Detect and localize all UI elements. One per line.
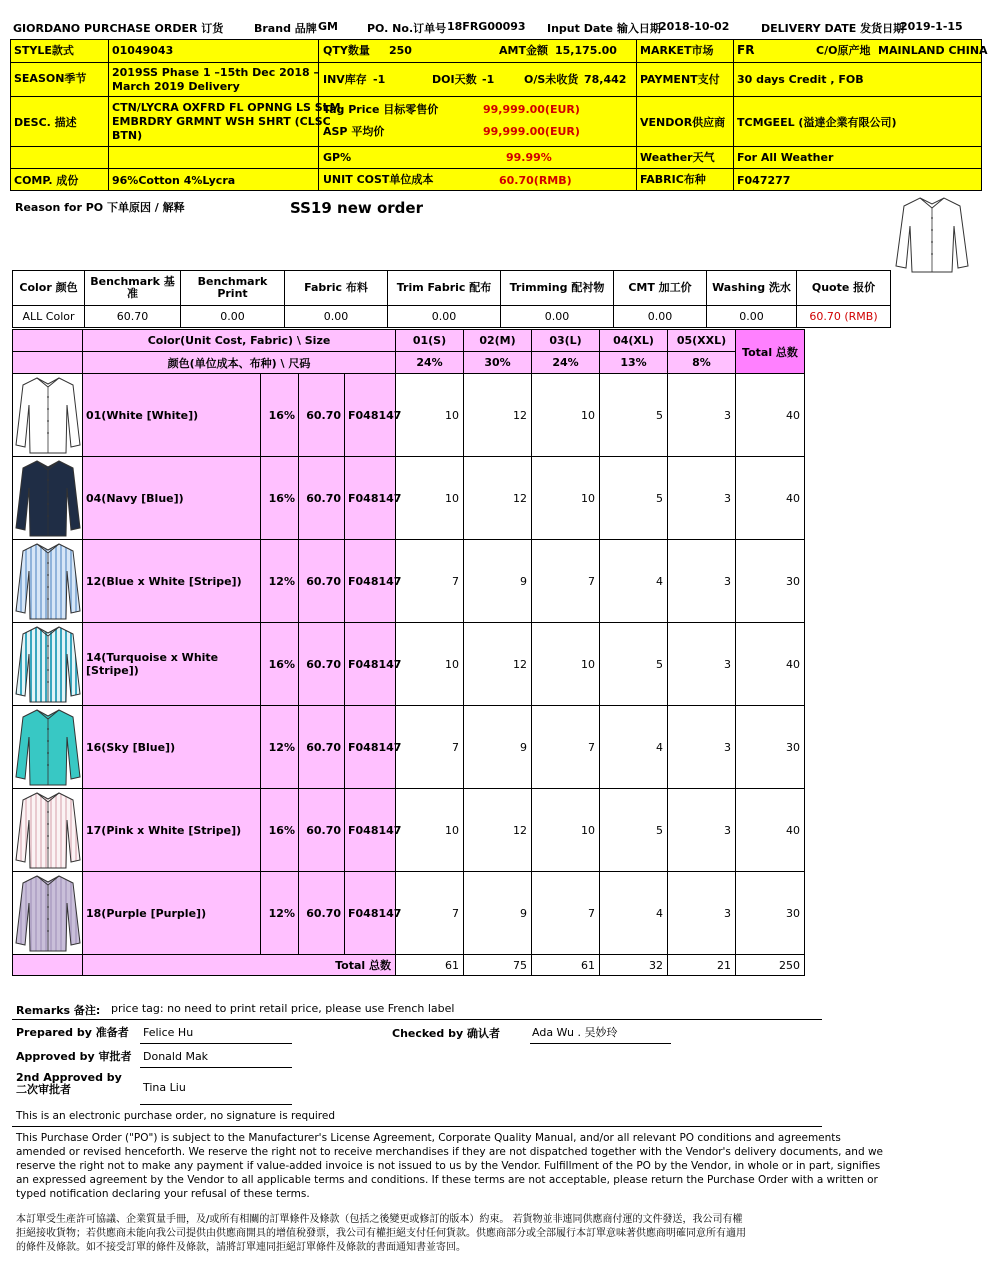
shirt-icon (15, 375, 81, 455)
delivery-date-label: DELIVERY DATE 发货日期 (761, 22, 905, 35)
second-approved-label (16, 1072, 122, 1096)
color-fabric: F048147 (345, 457, 396, 540)
asp-value: 99,999.00(EUR) (483, 125, 580, 138)
grid-header-color-cn: 颜色(单位成本、布种) \ 尺码 (83, 352, 396, 374)
row-total: 30 (736, 540, 805, 623)
weather-label: Weather天气 (640, 151, 715, 164)
delivery-date-value: 2019-1-15 (900, 20, 963, 33)
total-size-2: 61 (532, 955, 600, 976)
style-sketch-shirt (892, 194, 972, 279)
amt-value: 15,175.00 (555, 44, 617, 57)
cost-value-6: 0.00 (614, 306, 707, 328)
size-quantity-grid (12, 329, 805, 976)
size-qty-4: 3 (668, 540, 736, 623)
second-approved-label-en: 2nd Approved by (16, 1071, 122, 1084)
row-total: 30 (736, 872, 805, 955)
checked-by-label: Checked by 确认者 (392, 1027, 500, 1040)
color-unit-cost: 60.70 (299, 789, 345, 872)
size-qty-3: 4 (600, 872, 668, 955)
shirt-thumbnail (13, 540, 83, 623)
grid-row (13, 789, 805, 872)
terms-en-line: an expressed agreement by the Vendor to all applicable terms and conditions. If these terms are not acceptable, please return the Purchase Order with a written or (16, 1174, 878, 1186)
comp-value: 96%Cotton 4%Lycra (112, 174, 236, 187)
size-qty-3: 4 (600, 540, 668, 623)
fabric-label: FABRIC布种 (640, 173, 706, 186)
color-unit-cost: 60.70 (299, 540, 345, 623)
grid-row (13, 872, 805, 955)
shirt-thumbnail (13, 706, 83, 789)
size-qty-2: 7 (532, 706, 600, 789)
row-total: 40 (736, 623, 805, 706)
size-qty-2: 10 (532, 457, 600, 540)
total-row-label: Total 总数 (83, 955, 396, 976)
color-name: 04(Navy [Blue]) (83, 457, 261, 540)
grid-header-blank (13, 330, 83, 352)
color-ratio: 12% (261, 540, 299, 623)
size-qty-3: 5 (600, 789, 668, 872)
grid-row (13, 374, 805, 457)
cost-header-2: Benchmark Print (181, 271, 285, 306)
amt-label: AMT金额 (499, 44, 548, 57)
size-qty-0: 7 (396, 706, 464, 789)
total-header: Total 总数 (736, 330, 805, 374)
desc-line2: EMBRDRY GRMNT WSH SHRT (CLSC (112, 115, 331, 128)
gp-value: 99.99% (506, 151, 552, 164)
brand-label: Brand 品牌 (254, 22, 317, 35)
terms-cn-line: 拒絕接收貨物；若供應商未能向我公司提供由供應商開具的增值稅發票，我公司有權拒絕支付任何貨款。供應商部分或全部履行本訂單意味著供應商明確同意所有適用 (16, 1228, 746, 1239)
shirt-icon (15, 873, 81, 953)
grid-row (13, 623, 805, 706)
color-ratio: 12% (261, 706, 299, 789)
vendor-value: TCMGEEL (溢達企業有限公司) (737, 116, 897, 129)
size-qty-0: 10 (396, 374, 464, 457)
row-total: 40 (736, 457, 805, 540)
cost-header-5: Trimming 配衬物 (501, 271, 614, 306)
asp-label: ASP 平均价 (323, 125, 385, 138)
inv-label: INV库存 (323, 73, 367, 86)
row-total: 40 (736, 789, 805, 872)
shirt-thumbnail (13, 872, 83, 955)
tag-price-label: Tag Price 目标零售价 (323, 103, 439, 116)
color-name: 01(White [White]) (83, 374, 261, 457)
terms-cn-line: 的條件及條款。如不接受訂單的條件及條款，請將訂單連同拒絕訂單條件及條款的書面通知書並寄回。 (16, 1242, 466, 1253)
terms-en-line: reserve the right not to make any payment if value-added invoice is not issued to us by the Vendor. Fulfillment of the PO by the Vendor, in whole or in part, signifies (16, 1160, 881, 1172)
color-fabric: F048147 (345, 789, 396, 872)
terms-en-line: typed notification declaring your refusal of these terms. (16, 1188, 310, 1200)
qty-label: QTY数量 (323, 44, 370, 57)
cost-value-1: 60.70 (85, 306, 181, 328)
shirt-icon (15, 707, 81, 787)
size-pct-3: 13% (600, 352, 668, 374)
color-name: 16(Sky [Blue]) (83, 706, 261, 789)
size-qty-4: 3 (668, 623, 736, 706)
terms-english (16, 1131, 883, 1201)
color-ratio: 16% (261, 789, 299, 872)
reason-label: Reason for PO 下单原因 / 解释 (15, 201, 185, 214)
size-qty-1: 12 (464, 789, 532, 872)
cost-value-8: 60.70 (RMB) (797, 306, 891, 328)
grid-row (13, 457, 805, 540)
terms-cn-line: 本訂單受生產許可協議、企業質量手冊，及/或所有相關的訂單條件及條款（包括之後變更或修訂的版本）約束。 若貨物並非連同供應商付運的文件發送，我公司有權 (16, 1214, 743, 1225)
season-label: SEASON季节 (14, 72, 87, 85)
size-header-1: 02(M) (464, 330, 532, 352)
po-number-label: PO. No.订单号 (367, 22, 447, 35)
shirt-icon (15, 624, 81, 704)
terms-en-line: This Purchase Order ("PO") is subject to the Manufacturer's License Agreement, Corporate Quality Manual, and/or all relevant PO conditions and agreements (16, 1132, 841, 1144)
payment-value: 30 days Credit , FOB (737, 73, 864, 86)
inv-value: -1 (373, 73, 386, 86)
color-unit-cost: 60.70 (299, 374, 345, 457)
tag-price-value: 99,999.00(EUR) (483, 103, 580, 116)
size-qty-1: 9 (464, 540, 532, 623)
shirt-thumbnail (13, 789, 83, 872)
size-pct-4: 8% (668, 352, 736, 374)
size-qty-0: 10 (396, 457, 464, 540)
total-size-3: 32 (600, 955, 668, 976)
shirt-thumbnail (13, 623, 83, 706)
color-ratio: 12% (261, 872, 299, 955)
gp-label: GP% (323, 151, 352, 164)
os-label: O/S未收货 (524, 73, 579, 86)
size-pct-1: 30% (464, 352, 532, 374)
cost-value-5: 0.00 (501, 306, 614, 328)
size-qty-4: 3 (668, 457, 736, 540)
color-unit-cost: 60.70 (299, 706, 345, 789)
size-qty-2: 10 (532, 623, 600, 706)
terms-chinese (16, 1213, 822, 1255)
color-ratio: 16% (261, 374, 299, 457)
cost-value-7: 0.00 (707, 306, 797, 328)
cost-value-4: 0.00 (388, 306, 501, 328)
style-label: STYLE款式 (14, 44, 74, 57)
size-qty-4: 3 (668, 706, 736, 789)
origin-value: MAINLAND CHINA (878, 44, 988, 57)
input-date-value: 2018-10-02 (659, 20, 730, 33)
comp-label: COMP. 成份 (14, 174, 79, 187)
color-name: 12(Blue x White [Stripe]) (83, 540, 261, 623)
cost-header-1: Benchmark 基准 (85, 271, 181, 306)
color-fabric: F048147 (345, 872, 396, 955)
size-header-0: 01(S) (396, 330, 464, 352)
grid-header-blank-2 (13, 352, 83, 374)
size-qty-0: 7 (396, 540, 464, 623)
approved-by-label: Approved by 审批者 (16, 1050, 132, 1063)
prepared-by-value: Felice Hu (143, 1026, 194, 1039)
color-ratio: 16% (261, 457, 299, 540)
color-fabric: F048147 (345, 540, 396, 623)
cost-header-6: CMT 加工价 (614, 271, 707, 306)
grand-total: 250 (736, 955, 805, 976)
size-qty-1: 12 (464, 623, 532, 706)
electronic-note: This is an electronic purchase order, no signature is required (16, 1110, 336, 1122)
size-qty-3: 4 (600, 706, 668, 789)
total-size-0: 61 (396, 955, 464, 976)
size-pct-0: 24% (396, 352, 464, 374)
row-total: 40 (736, 374, 805, 457)
cost-header-0: Color 颜色 (13, 271, 85, 306)
size-qty-1: 12 (464, 457, 532, 540)
grid-header-color-en: Color(Unit Cost, Fabric) \ Size (83, 330, 396, 352)
size-qty-1: 12 (464, 374, 532, 457)
cost-value-2: 0.00 (181, 306, 285, 328)
brand-value: GM (318, 20, 338, 33)
market-label: MARKET市场 (640, 44, 714, 57)
checked-by-value: Ada Wu . 吴妙玲 (532, 1026, 618, 1039)
cost-header-3: Fabric 布料 (285, 271, 388, 306)
color-name: 18(Purple [Purple]) (83, 872, 261, 955)
doi-label: DOI天数 (432, 73, 477, 86)
shirt-icon (15, 790, 81, 870)
size-qty-2: 7 (532, 540, 600, 623)
second-approved-value: Tina Liu (143, 1081, 186, 1094)
color-fabric: F048147 (345, 374, 396, 457)
po-number-value: 18FRG00093 (447, 20, 526, 33)
os-value: 78,442 (584, 73, 627, 86)
cost-header-8: Quote 报价 (797, 271, 891, 306)
size-qty-3: 5 (600, 457, 668, 540)
order-info-block (10, 39, 988, 191)
size-qty-4: 3 (668, 789, 736, 872)
style-value: 01049043 (112, 44, 174, 57)
shirt-thumbnail (13, 374, 83, 457)
size-qty-0: 10 (396, 789, 464, 872)
row-total: 30 (736, 706, 805, 789)
size-header-2: 03(L) (532, 330, 600, 352)
origin-label: C/O原产地 (816, 44, 871, 57)
shirt-icon (15, 541, 81, 621)
size-qty-2: 10 (532, 374, 600, 457)
size-qty-1: 9 (464, 706, 532, 789)
fabric-value: F047277 (737, 174, 791, 187)
terms-en-line: amended or revised henceforth. We reserve the right not to receive merchandises if they are not dispatched together with the Vendor's delivery documents, and we (16, 1146, 883, 1158)
desc-line1: CTN/LYCRA OXFRD FL OPNNG LS SLM (112, 101, 341, 114)
grid-row (13, 706, 805, 789)
desc-line3: BTN) (112, 129, 143, 142)
size-qty-1: 9 (464, 872, 532, 955)
size-qty-3: 5 (600, 623, 668, 706)
approved-by-value: Donald Mak (143, 1050, 209, 1063)
color-unit-cost: 60.70 (299, 872, 345, 955)
vendor-label: VENDOR供应商 (640, 116, 726, 129)
color-unit-cost: 60.70 (299, 457, 345, 540)
color-fabric: F048147 (345, 706, 396, 789)
size-qty-2: 10 (532, 789, 600, 872)
season-value-line1: 2019SS Phase 1 –15th Dec 2018 – (112, 66, 320, 79)
shirt-icon (15, 458, 81, 538)
cost-header-7: Washing 洗水 (707, 271, 797, 306)
cost-header-4: Trim Fabric 配布 (388, 271, 501, 306)
unit-cost-label: UNIT COST单位成本 (323, 173, 434, 186)
total-size-4: 21 (668, 955, 736, 976)
color-unit-cost: 60.70 (299, 623, 345, 706)
color-name: 17(Pink x White [Stripe]) (83, 789, 261, 872)
size-qty-3: 5 (600, 374, 668, 457)
color-ratio: 16% (261, 623, 299, 706)
size-qty-0: 10 (396, 623, 464, 706)
unit-cost-value: 60.70(RMB) (499, 174, 572, 187)
qty-value: 250 (389, 44, 412, 57)
shirt-thumbnail (13, 457, 83, 540)
size-qty-4: 3 (668, 374, 736, 457)
prepared-by-label: Prepared by 准备者 (16, 1026, 129, 1039)
size-header-3: 04(XL) (600, 330, 668, 352)
doi-value: -1 (482, 73, 495, 86)
weather-value: For All Weather (737, 151, 834, 164)
size-qty-0: 7 (396, 872, 464, 955)
size-header-4: 05(XXL) (668, 330, 736, 352)
grid-row (13, 540, 805, 623)
remarks-value: price tag: no need to print retail price, please use French label (111, 1002, 455, 1015)
size-qty-4: 3 (668, 872, 736, 955)
reason-value: SS19 new order (290, 199, 423, 217)
cost-table (12, 270, 891, 328)
po-title: GIORDANO PURCHASE ORDER 订货 (13, 22, 224, 35)
remarks-label: Remarks 备注: (16, 1004, 101, 1017)
color-name: 14(Turquoise x White [Stripe]) (83, 623, 261, 706)
second-approved-label-cn: 二次审批者 (16, 1083, 71, 1096)
desc-label: DESC. 描述 (14, 116, 77, 129)
color-fabric: F048147 (345, 623, 396, 706)
size-pct-2: 24% (532, 352, 600, 374)
cost-value-0: ALL Color (13, 306, 85, 328)
size-qty-2: 7 (532, 872, 600, 955)
cost-value-3: 0.00 (285, 306, 388, 328)
total-row-blank (13, 955, 83, 976)
payment-label: PAYMENT支付 (640, 73, 720, 86)
market-value: FR (737, 43, 755, 57)
total-size-1: 75 (464, 955, 532, 976)
input-date-label: Input Date 输入日期 (547, 22, 661, 35)
season-value-line2: March 2019 Delivery (112, 80, 240, 93)
